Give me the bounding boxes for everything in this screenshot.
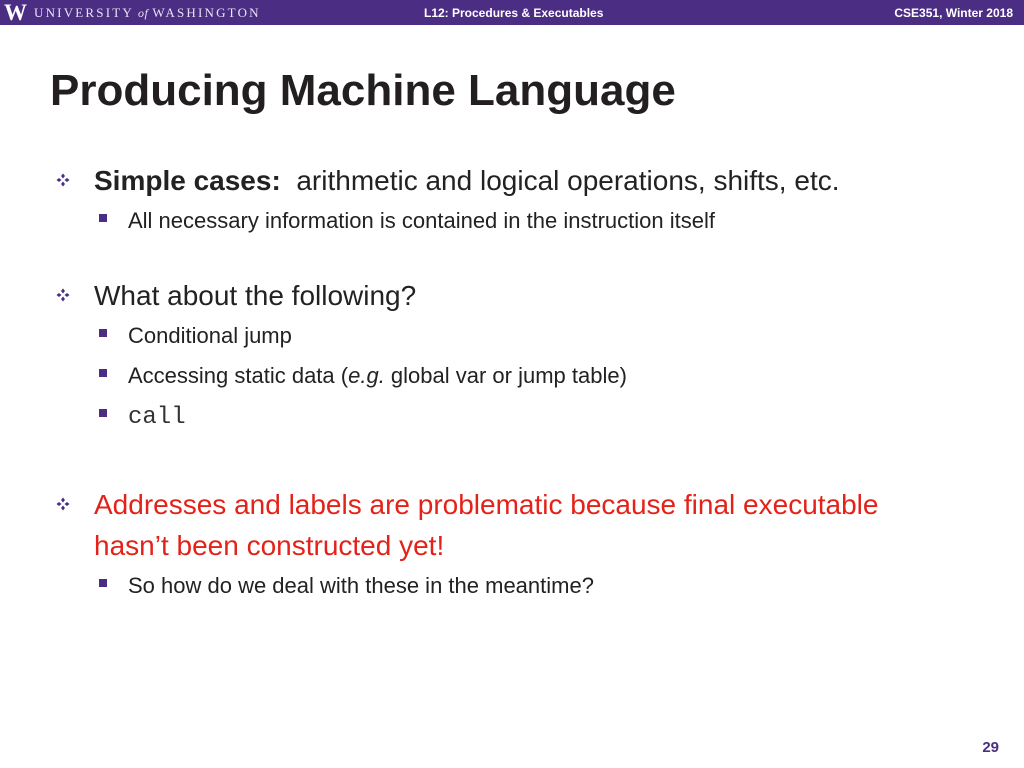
bullet-what-about	[56, 275, 996, 316]
sub-bullet-text: So how do we deal with these in the meantime?	[128, 573, 594, 598]
university-logo	[4, 1, 261, 24]
diamond-bullet-icon	[56, 288, 70, 302]
square-bullet-icon	[99, 409, 107, 417]
w-logo-icon: W	[4, 0, 27, 25]
diamond-bullet-icon	[56, 497, 70, 511]
bullet-text: What about the following?	[94, 280, 417, 311]
sub-bullet-conditional-jump	[56, 316, 996, 356]
sub-bullet-static-data: Accessing static data (e.g. global var or jump table)	[56, 356, 996, 396]
square-bullet-icon	[99, 214, 107, 222]
square-bullet-icon	[99, 579, 107, 587]
course-label: CSE351, Winter 2018	[894, 6, 1013, 20]
sub-bullet-meantime	[56, 566, 996, 606]
sub-bullet-instruction-info	[56, 201, 996, 241]
slide-title: Producing Machine Language	[50, 66, 676, 115]
diamond-bullet-icon	[56, 173, 70, 187]
sub-bullet-text: Conditional jump	[128, 323, 292, 348]
square-bullet-icon	[99, 329, 107, 337]
header-bar	[0, 0, 1024, 25]
sub-bullet-text: All necessary information is contained in the instruction itself	[128, 208, 715, 233]
bullet-text-line1: Addresses and labels are problematic because final executable	[94, 489, 879, 520]
sub-bullet-call	[56, 396, 996, 438]
page-number: 29	[982, 739, 999, 756]
code-call: call	[128, 404, 186, 431]
square-bullet-icon	[99, 369, 107, 377]
bullet-text: arithmetic and logical operations, shifts, etc.	[296, 165, 840, 196]
slide-content	[56, 160, 996, 606]
university-wordmark: UNIVERSITY of WASHINGTON	[34, 4, 261, 20]
bullet-bold-label: Simple cases:	[94, 165, 281, 196]
bullet-addresses-problematic	[56, 484, 996, 566]
lecture-title: L12: Procedures & Executables	[424, 6, 604, 20]
bullet-simple-cases	[56, 160, 996, 201]
bullet-text-line2: hasn’t been constructed yet!	[94, 530, 445, 561]
